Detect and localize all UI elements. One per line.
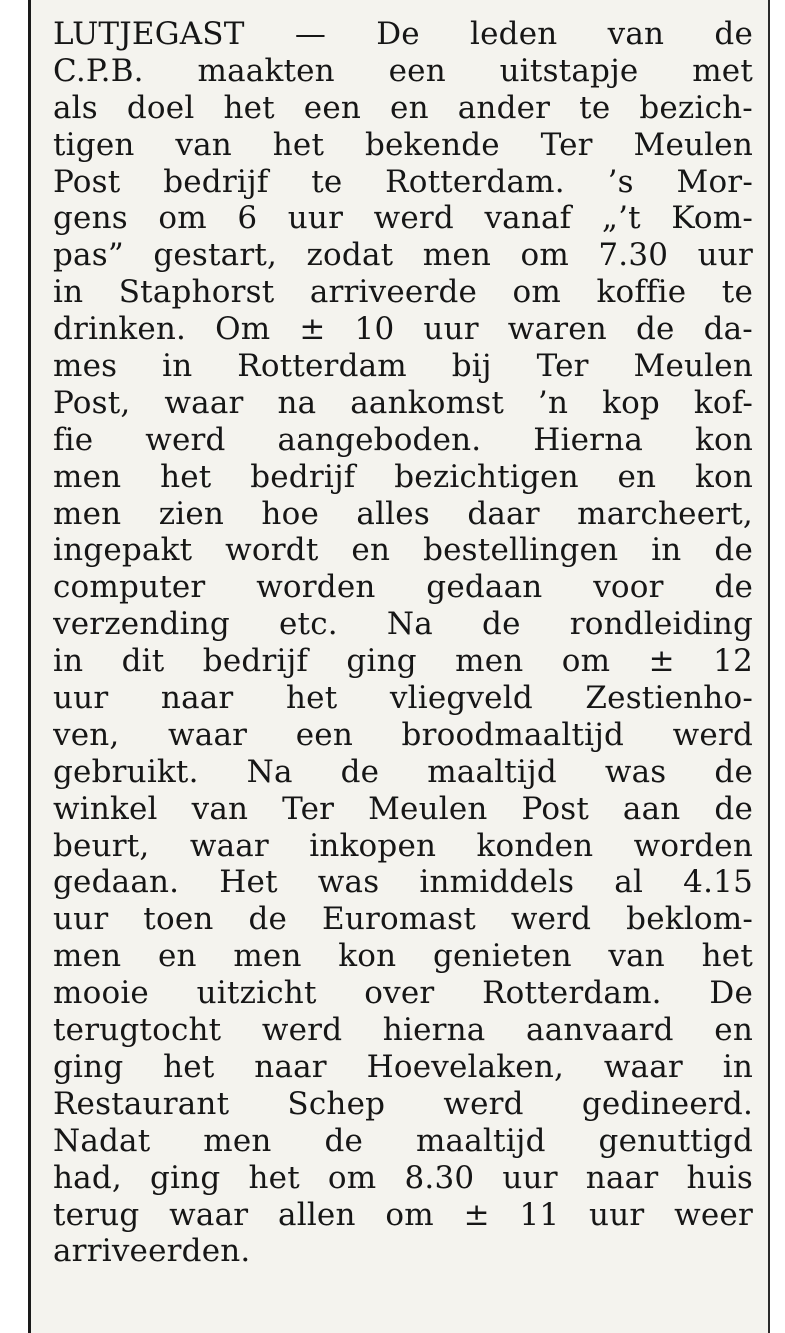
article-line-34: arriveerden. (53, 1233, 251, 1270)
article-line-8: in Staphorst arriveerde om koffie te (53, 274, 753, 311)
article-line-12: fie werd aangeboden. Hierna kon (53, 421, 753, 458)
article-line-28: terugtocht werd hierna aanvaard en (53, 1012, 753, 1049)
article-line-13: men het bedrijf bezichtigen en kon (53, 458, 753, 495)
article-line-4: tigen van het bekende Ter Meulen (53, 126, 753, 163)
article-column (53, 16, 753, 1270)
article-line-30: Restaurant Schep werd gedineerd. (53, 1085, 753, 1122)
article-line-10: mes in Rotterdam bij Ter Meulen (53, 348, 753, 385)
article-line-23: beurt, waar inkopen konden worden (53, 827, 753, 864)
article-line-5: Post bedrijf te Rotterdam. ’s Mor- (53, 163, 753, 200)
article-line-16: computer worden gedaan voor de (53, 569, 753, 606)
article-line-27: mooie uitzicht over Rotterdam. De (53, 975, 753, 1012)
article-line-14: men zien hoe alles daar marcheert, (53, 495, 753, 532)
article-line-20: ven, waar een broodmaaltijd werd (53, 716, 753, 753)
article-line-33: terug waar allen om ± 11 uur weer (53, 1196, 753, 1233)
article-line-15: ingepakt wordt en bestellingen in de (53, 532, 753, 569)
article-line-32: had, ging het om 8.30 uur naar huis (53, 1159, 753, 1196)
article-line-21: gebruikt. Na de maaltijd was de (53, 753, 753, 790)
article-line-26: men en men kon genieten van het (53, 938, 753, 975)
article-line-7: pas” gestart, zodat men om 7.30 uur (53, 237, 753, 274)
article-line-17: verzending etc. Na de rondleiding (53, 606, 753, 643)
article-line-29: ging het naar Hoevelaken, waar in (53, 1048, 753, 1085)
article-line-1: LUTJEGAST — De leden van de (53, 16, 753, 52)
article-line-22: winkel van Ter Meulen Post aan de (53, 790, 753, 827)
article-line-11: Post, waar na aankomst ’n kop kof- (53, 384, 753, 421)
article-line-18: in dit bedrijf ging men om ± 12 (53, 643, 753, 680)
article-line-19: uur naar het vliegveld Zestienho- (53, 680, 753, 717)
article-line-2: C.P.B. maakten een uitstapje met (53, 52, 753, 89)
article-line-31: Nadat men de maaltijd genuttigd (53, 1122, 753, 1159)
article-line-6: gens om 6 uur werd vanaf „’t Kom- (53, 200, 753, 237)
article-line-25: uur toen de Euromast werd beklom- (53, 901, 753, 938)
article-line-9: drinken. Om ± 10 uur waren de da- (53, 311, 753, 348)
article-line-3: als doel het een en ander te bezich- (53, 89, 753, 126)
newspaper-clipping (28, 0, 770, 1333)
article-line-24: gedaan. Het was inmiddels al 4.15 (53, 864, 753, 901)
